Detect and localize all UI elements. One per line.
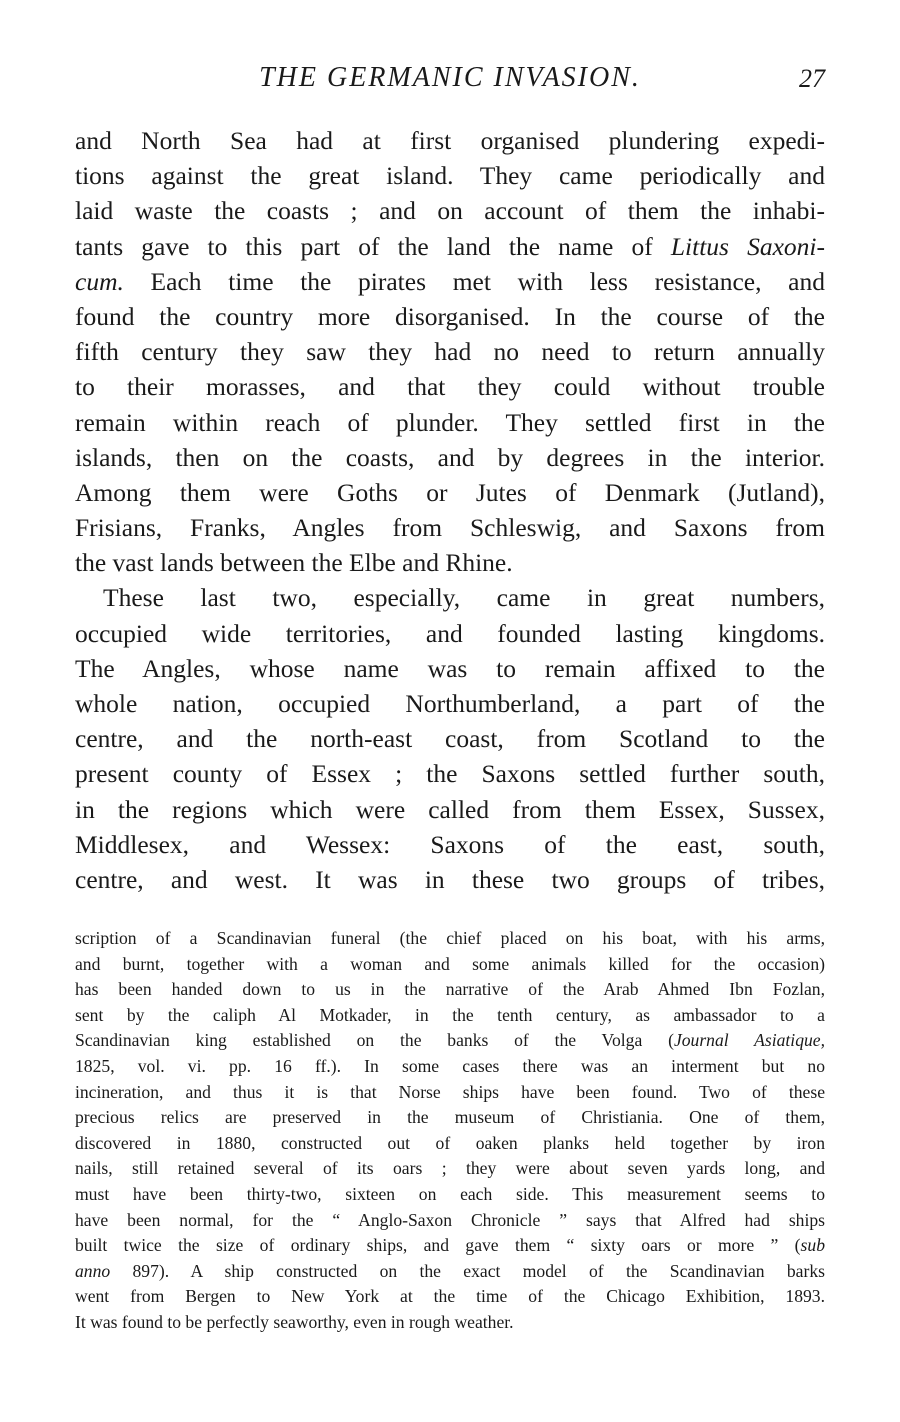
main-text: [75, 123, 825, 897]
footnote-line: [75, 1259, 825, 1285]
footnote-line: 1825, vol. vi. pp. 16 ff.). In some cases there was an interment but no: [75, 1055, 825, 1076]
running-title: THE GERMANIC INVASION.: [259, 62, 641, 93]
text-line: [75, 229, 825, 264]
footnote-line: [75, 1233, 825, 1259]
page-number: 27: [799, 64, 825, 93]
text-run: Scandinavian king established on the banks of the Volga (: [75, 1030, 674, 1051]
footnote-line: nails, still retained several of its oars ; they were about seven yards long, and: [75, 1158, 825, 1179]
footnote-line: [75, 1028, 825, 1054]
text-line: and North Sea had at first organised plundering expedi-: [75, 126, 825, 155]
text-line: Middlesex, and Wessex: Saxons of the east, south,: [75, 829, 825, 859]
text-line: present county of Essex ; the Saxons settled further south,: [75, 759, 825, 789]
paragraph-start: These last two, especially, came in great numbers,: [103, 583, 825, 613]
text-line: fifth century they saw they had no need to return annually: [75, 337, 825, 367]
text-line: the vast lands between the Elbe and Rhine.: [75, 548, 513, 578]
text-run: 897). A ship constructed on the exact model of the Scandinavian barks: [110, 1260, 825, 1281]
text-line: in the regions which were called from them Essex, Sussex,: [75, 794, 825, 824]
text-line: centre, and the north-east coast, from Scotland to the: [75, 724, 825, 754]
footnote-line: It was found to be perfectly seaworthy, even in rough weather.: [75, 1311, 514, 1332]
footnote-line: discovered in 1880, constructed out of oaken planks held together by iron: [75, 1132, 825, 1153]
latin-term: sub: [800, 1235, 825, 1256]
text-line: The Angles, whose name was to remain affixed to the: [75, 653, 825, 683]
latin-term-continued: cum.: [75, 266, 124, 296]
text-line: whole nation, occupied Northumberland, a part of the: [75, 689, 825, 718]
journal-title: Journal Asiatique,: [673, 1030, 826, 1051]
text-line: centre, and west. It was in these two groups of tribes,: [75, 864, 825, 894]
footnote-line: must have been thirty-two, sixteen on each side. This measurement seems to: [75, 1183, 825, 1204]
text-line: found the country more disorganised. In the course of the: [75, 301, 825, 331]
text-line: laid waste the coasts ; and on account of them the inhabi-: [75, 196, 825, 226]
footnote-line: went from Bergen to New York at the time of the Chicago Exhibition, 1893.: [75, 1286, 825, 1307]
text-run: Each time the pirates met with less resistance, and: [123, 266, 825, 296]
footnote-line: incineration, and thus it is that Norse ships have been found. Two of these: [75, 1081, 825, 1102]
footnote-line: precious relics are preserved in the museum of Christiania. One of them,: [75, 1107, 825, 1128]
text-line: Frisians, Franks, Angles from Schleswig, and Saxons from: [75, 513, 825, 543]
footnote: [75, 926, 825, 1336]
text-run: built twice the size of ordinary ships, and gave them “ sixty oars or more ” (: [75, 1235, 801, 1256]
footnote-line: and burnt, together with a woman and some animals killed for the occasion): [75, 953, 825, 974]
latin-term: anno: [75, 1260, 111, 1281]
text-line: remain within reach of plunder. They settled first in the: [75, 407, 825, 437]
text-line: to their morasses, and that they could without trouble: [75, 372, 825, 402]
latin-term: Littus Saxoni-: [670, 231, 825, 261]
running-head: [75, 62, 825, 102]
footnote-line: scription of a Scandinavian funeral (the chief placed on his boat, with his arms,: [75, 928, 825, 948]
text-line: islands, then on the coasts, and by degrees in the interior.: [75, 442, 825, 472]
text-line: occupied wide territories, and founded lasting kingdoms.: [75, 618, 825, 648]
footnote-line: has been handed down to us in the narrative of the Arab Ahmed Ibn Fozlan,: [75, 979, 825, 1000]
text-line: Among them were Goths or Jutes of Denmark (Jutland),: [75, 477, 825, 507]
text-line: tions against the great island. They came periodically and: [75, 161, 825, 191]
text-run: tants gave to this part of the land the name of: [75, 231, 671, 261]
text-line: [75, 264, 825, 299]
footnote-line: sent by the caliph Al Motkader, in the tenth century, as ambassador to a: [75, 1004, 825, 1025]
footnote-line: have been normal, for the “ Anglo-Saxon Chronicle ” says that Alfred had ships: [75, 1209, 825, 1230]
